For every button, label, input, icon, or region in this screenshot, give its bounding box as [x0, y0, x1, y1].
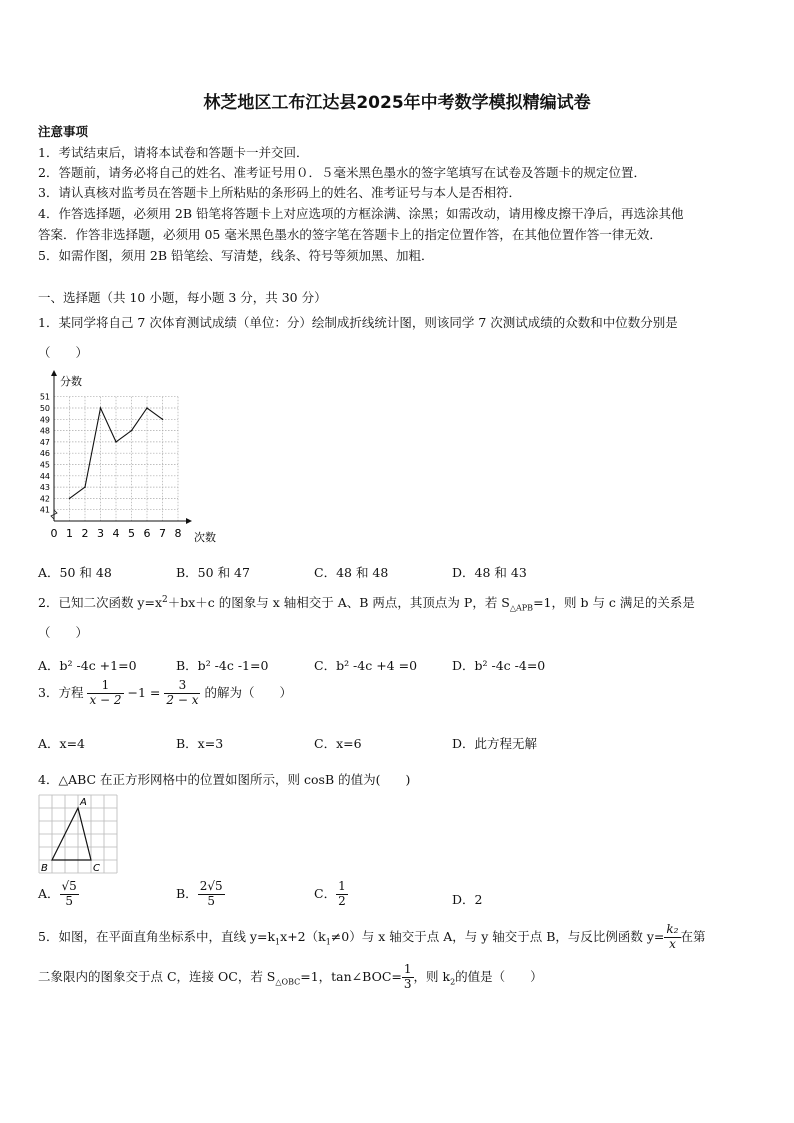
q4-option-c: C． $\frac{1}{2}$ — [314, 879, 346, 908]
q1-option-c: C．48 和 48 — [314, 565, 389, 580]
y-tick-label: 45 — [39, 460, 50, 470]
y-axis-arrow — [51, 370, 57, 376]
chart-y-ticks — [40, 393, 50, 515]
q2-option-c: C．b² -4c +4 =0 — [314, 658, 418, 673]
y-tick-label: 49 — [39, 415, 50, 425]
q1-option-a: A．50 和 48 — [38, 565, 112, 580]
q2-sub: △APB — [509, 603, 534, 613]
x-tick-label: 5 — [128, 527, 135, 540]
chart-x-ticks — [51, 527, 182, 540]
x-tick-label: 8 — [174, 527, 182, 540]
notice-item-4-cont: 答案．作答非选择题，必须用 05 毫米黑色墨水的签字笔在答题卡上的指定位置作答，在其他位置作答一律无效． — [38, 227, 662, 242]
q3-option-b: B．x=3 — [176, 736, 224, 751]
data-point — [162, 419, 164, 421]
q3-option-c: C．x=6 — [314, 736, 362, 751]
y-tick-label: 46 — [39, 449, 50, 459]
vertex-a-label: A — [80, 797, 87, 808]
q4-option-a: A． $\frac{√5}{5}$ — [38, 879, 77, 908]
y-tick-label: 51 — [39, 392, 50, 402]
data-point — [146, 407, 148, 409]
y-tick-label: 43 — [39, 483, 50, 493]
data-point — [115, 441, 117, 443]
section-heading: 一、选择题（共 10 小题，每小题 3 分，共 30 分） — [38, 290, 327, 305]
y-tick-label: 42 — [39, 494, 50, 504]
q3-suffix: 的解为（ ） — [204, 684, 292, 700]
notice-item-2: 2．答题前，请务必将自己的姓名、准考证号用０．５毫米黑色墨水的签字笔填写在试卷及答题卡的规定位置． — [38, 165, 646, 180]
q2-option-a: A．b² -4c +1=0 — [38, 658, 137, 673]
data-point — [69, 498, 71, 500]
q5-fraction-third: $\frac{1}{3}$ — [403, 962, 412, 991]
x-axis-arrow — [186, 518, 192, 524]
y-tick-label: 50 — [39, 404, 50, 413]
q2-sup: 2 — [162, 594, 168, 605]
q3-fraction-1: $\frac{1}{x - 2}$ — [89, 678, 122, 707]
chart-axes — [51, 370, 192, 524]
q1-option-d: D．48 和 43 — [452, 565, 527, 580]
page-title: 林芝地区工布江达县2025年中考数学模拟精编试卷 — [203, 93, 591, 113]
q2-bracket: （ ） — [38, 625, 89, 640]
chart-y-label: 分数 — [60, 375, 82, 388]
y-tick-label: 47 — [39, 437, 50, 447]
q2-option-b: B．b² -4c -1=0 — [176, 658, 269, 673]
q2-text — [38, 593, 695, 613]
x-tick-label: 2 — [81, 527, 89, 540]
chart-grid — [54, 397, 178, 521]
x-tick-label: 7 — [159, 527, 166, 540]
notice-item-4: 4．作答选择题，必须用 2B 铅笔将答题卡上对应选项的方框涂满、涂黑；如需改动，请用橡皮擦干净后，再选涂其他 — [38, 206, 684, 221]
q3-fraction-2: $\frac{3}{2 - x}$ — [166, 678, 199, 707]
q2-text-c: =1，则 b 与 c 满足的关系是 — [533, 595, 695, 610]
vertex-c-label: C — [93, 863, 100, 874]
q4-option-b: B． $\frac{2√5}{5}$ — [176, 879, 223, 908]
chart-x-label: 次数 — [194, 531, 216, 544]
x-tick-label: 6 — [143, 527, 151, 540]
q3-option-d: D．此方程无解 — [452, 736, 538, 751]
q4-text: 4．△ABC 在正方形网格中的位置如图所示，则 cosB 的值为( ) — [38, 772, 411, 787]
q1-bracket: （ ） — [38, 345, 89, 360]
q3-prefix: 3．方程 — [38, 684, 84, 700]
data-point — [84, 486, 86, 488]
q2-text-a: 2．已知二次函数 y=x — [38, 595, 163, 610]
q5-line-1: 5．如图，在平面直角坐标系中，直线 $y=k_1x+2(k_1\ne 0)$与 x 轴交于点 A，与 y 轴交于点 B，与反比例函数 y= $\frac{\text{k₂}}{x}$ 在第 — [38, 922, 706, 951]
q5-line-2: 二象限内的图象交于点 C，连接 OC，若 $S_{\triangle OBC}=1$，tan∠BOC= $\frac{1}{3}$ ，则 $k_2$的值是（ ） — [38, 962, 543, 991]
y-tick-label: 44 — [39, 471, 50, 481]
y-tick-label: 48 — [39, 426, 50, 436]
notice-item-5: 5．如需作图，须用 2B 铅笔绘、写清楚，线条、符号等须加黑、加粗． — [38, 248, 434, 263]
notice-item-1: 1．考试结束后，请将本试卷和答题卡一并交回． — [38, 145, 309, 160]
q1-line-chart — [36, 368, 226, 548]
q5-fraction-k2: $\frac{\text{k₂}}{x}$ — [666, 922, 679, 951]
y-tick-label: 41 — [39, 505, 50, 515]
q4-triangle-figure — [37, 793, 119, 875]
q3-mid: −1 = — [127, 684, 161, 700]
q3-option-a: A．x=4 — [38, 736, 86, 751]
notice-heading: 注意事项 — [38, 124, 89, 139]
x-tick-label: 3 — [97, 527, 104, 540]
q1-option-b: B．50 和 47 — [176, 565, 250, 580]
q2-option-d: D．b² -4c -4=0 — [452, 658, 546, 673]
q4-option-d: D．2 — [452, 892, 483, 907]
q2-text-b: ＋bx＋c 的图象与 x 轴相交于 A、B 两点，其顶点为 P，若 S — [167, 595, 510, 610]
x-tick-label: 4 — [112, 527, 120, 540]
q3-text — [38, 679, 292, 708]
vertex-b-label: B — [41, 863, 48, 874]
data-point — [100, 407, 102, 409]
x-tick-label: 0 — [50, 527, 58, 540]
q1-text: 1．某同学将自己 7 次体育测试成绩（单位：分）绘制成折线统计图，则该同学 7 次测试成绩的众数和中位数分别是 — [38, 315, 678, 330]
data-point — [131, 430, 133, 432]
notice-item-3: 3．请认真核对监考员在答题卡上所粘贴的条形码上的姓名、准考证号与本人是否相符． — [38, 185, 521, 200]
x-tick-label: 1 — [66, 527, 73, 540]
